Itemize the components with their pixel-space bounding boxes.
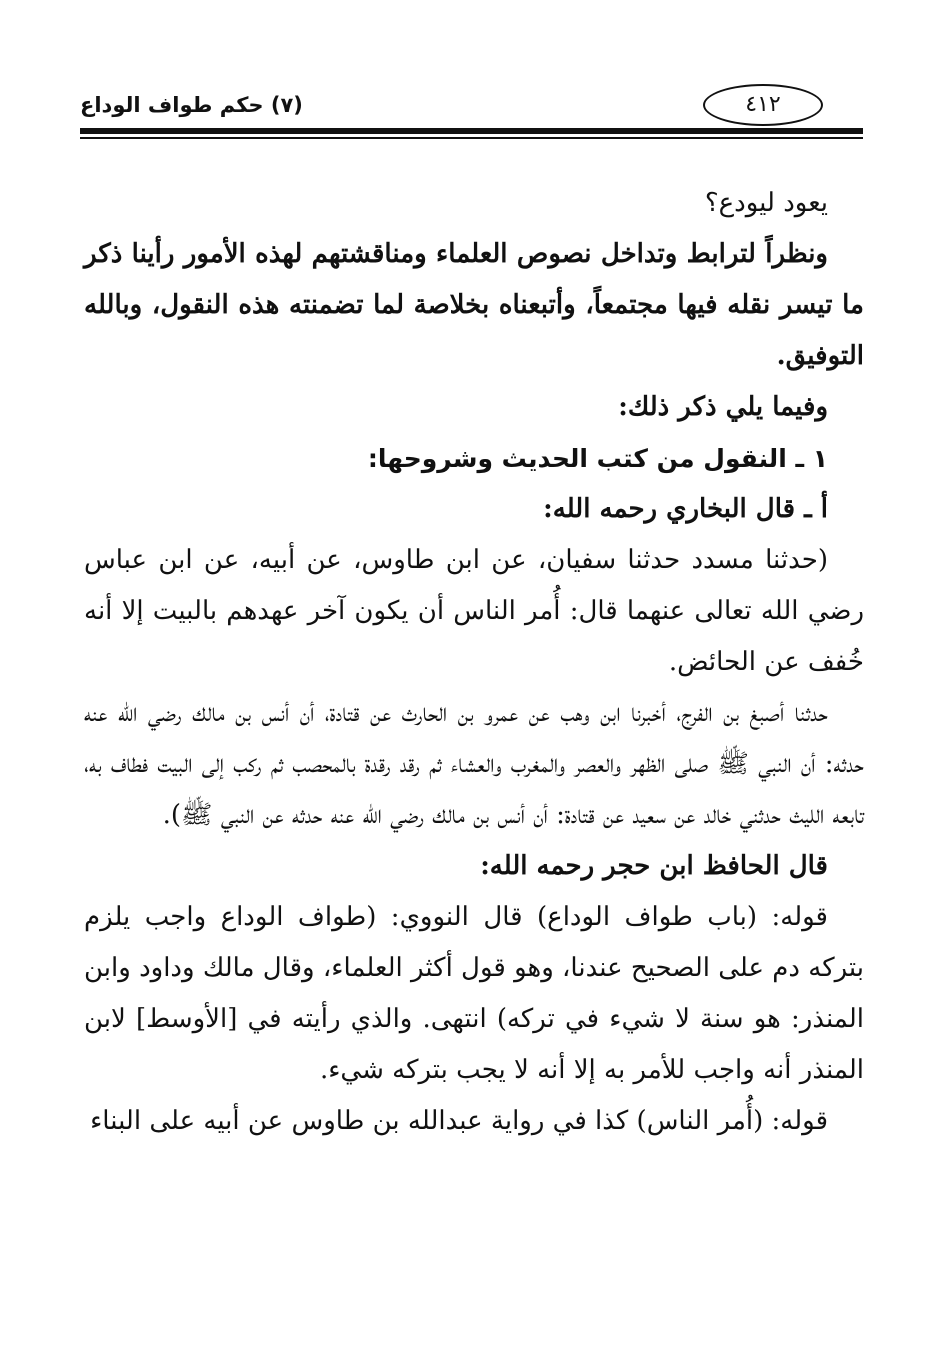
page-body xyxy=(84,178,864,1147)
subheading-bukhari: أ ـ قال البخاري رحمه الله: xyxy=(543,494,828,524)
section-heading: ١ ـ النقول من كتب الحديث وشروحها: xyxy=(367,444,828,473)
hadith-text-2: حدثنا أصبغ بن الفرج، أخبرنا ابن وهب عن عمرو بن الحارث عن قتادة، أن أنس بن مالك رضي الله عنه حدثه: أن النبي ﷺ صلى الظهر والعصر والمغرب والعشاء ثم رقد رقدة بالمحصب ثم ركب إلى البيت فطاف به، تابعه الليث حدثني خالد عن سعيد عن قتادة: أن أنس بن مالك رضي الله عنه حدثه عن النبي ﷺ). xyxy=(84,698,864,830)
page-number: ٤١٢ xyxy=(745,92,781,117)
commentary-paragraph-1: قوله: (باب طواف الوداع) قال النووي: (طواف الوداع واجب يلزم بتركه دم على الصحيح عندنا، وهو قول أكثر العلماء، وقال مالك وداود وابن المنذر: هو سنة لا شيء في تركه) انتهى. والذي رأيته في [الأوسط] لابن المنذر أنه واجب للأمر به إلا أنه لا يجب بتركه شيء. xyxy=(84,902,864,1085)
hadith-text-1: (حدثنا مسدد حدثنا سفيان، عن ابن طاوس، عن أبيه، عن ابن عباس رضي الله تعالى عنهما قال: أُمر الناس أن يكون آخر عهدهم بالبيت إلا أنه خُفف عن الحائض. xyxy=(84,545,864,677)
paragraph-lead-in: وفيما يلي ذكر ذلك: xyxy=(618,392,828,422)
running-title: (٧) حكم طواف الوداع xyxy=(80,93,303,117)
page-header xyxy=(80,84,863,154)
header-rule-thin xyxy=(80,137,863,139)
page-number-badge xyxy=(703,84,823,126)
paragraph-continuation: يعود ليودع؟ xyxy=(704,188,828,218)
subheading-ibn-hajar: قال الحافظ ابن حجر رحمه الله: xyxy=(480,851,828,881)
paragraph-intro: ونظراً لترابط وتداخل نصوص العلماء ومناقشتهم لهذه الأمور رأينا ذكر ما تيسر نقله فيها مجتمعاً، وأتبعناه بخلاصة لما تضمنته هذه النقول، وبالله التوفيق. xyxy=(84,239,864,371)
commentary-paragraph-2: قوله: (أُمر الناس) كذا في رواية عبدالله بن طاوس عن أبيه على البناء xyxy=(90,1106,828,1136)
header-rule-thick xyxy=(80,128,863,134)
